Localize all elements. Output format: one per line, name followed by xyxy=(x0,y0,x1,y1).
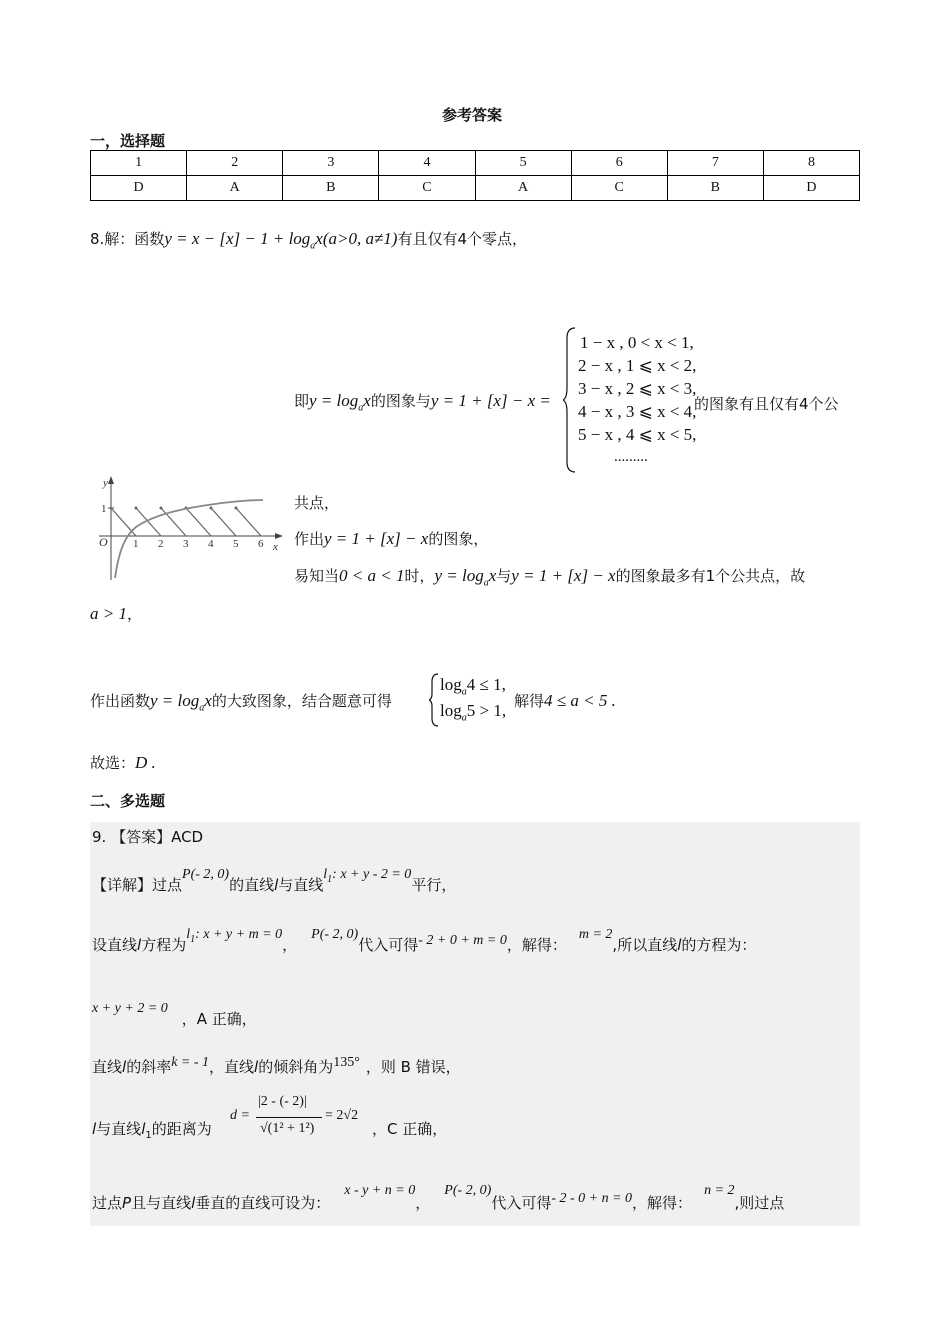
q9-l5-d: d = xyxy=(230,1108,250,1123)
q9-line4 xyxy=(92,1056,461,1077)
q9-l5-l1: l xyxy=(141,1120,146,1138)
q8-line5-math1: 0 < a < 1 xyxy=(339,566,405,585)
q8-line6-suffix: ， xyxy=(126,605,142,623)
q9-l4-k: k = - 1 xyxy=(171,1055,210,1070)
q9-l6-calc: - 2 - 0 + n = 0 xyxy=(551,1191,633,1206)
graph-tick-6: 6 xyxy=(258,538,264,550)
q8-line2-math1-b: x xyxy=(363,391,371,410)
q9-l1-line-name: l xyxy=(323,867,328,882)
q9-l2-b: 方程为 xyxy=(141,936,187,954)
q9-l5-b: 的距离为 xyxy=(151,1120,212,1138)
table-cell: D xyxy=(763,176,859,201)
graph-tick-5: 5 xyxy=(233,538,239,550)
q9-l2-c: ， xyxy=(282,936,298,954)
q8-line7-suffix: 解得 xyxy=(514,692,545,710)
system-eq-1-a: log xyxy=(440,675,462,694)
q8-line7 xyxy=(90,690,392,713)
q9-l6-b: 且与直线 xyxy=(131,1194,192,1212)
q9-l2-m: m = 2 xyxy=(578,927,613,942)
table-cell: 8 xyxy=(763,151,859,176)
q9-l6-a: 过点 xyxy=(92,1194,123,1212)
q8-line1-math: $y = x - [x] - 1 + \log_ax(a>0$, a≠1) xyxy=(164,229,398,252)
q8-line4-math: y = 1 + [x] − x xyxy=(324,529,429,548)
q9-line6 xyxy=(92,1178,785,1212)
q8-line7-mid: 的大致图象，结合题意可得 xyxy=(211,692,392,710)
table-cell: A xyxy=(187,176,283,201)
q8-line7-math: $y = \log_ax$ xyxy=(150,691,212,714)
q8-line1-suffix: 有且仅有4个零点， xyxy=(397,230,528,248)
system-brace xyxy=(429,672,439,728)
q8-conclusion xyxy=(90,752,156,773)
q9-l1-d: 平行， xyxy=(411,876,457,894)
table-header-row xyxy=(91,151,860,176)
q9-l1-point: P(- 2, 0) xyxy=(182,867,230,882)
piecewise-case-5: 5 − x , 4 ⩽ x < 5, xyxy=(578,425,697,444)
q9-l6-c: 垂直的直线可设为： xyxy=(195,1194,331,1212)
q9-l2-eq-rest: : x + y + m = 0 xyxy=(195,927,283,942)
q8-line7-math-a: y = log xyxy=(150,691,200,710)
graph-x-label: x xyxy=(273,541,278,553)
table-cell: 1 xyxy=(91,151,187,176)
section-choice-heading: 一，选择题 xyxy=(90,132,166,150)
q8-line4 xyxy=(294,528,488,549)
q9-line1 xyxy=(92,862,457,894)
q8-line1-math-b: x(a>0, a≠1) xyxy=(315,229,398,248)
q9-l6-e: 代入可得 xyxy=(491,1194,552,1212)
q8-line5-math2: $y = \log_ax$ xyxy=(434,566,497,589)
q8-conclusion-prefix: 故选： xyxy=(90,754,136,772)
piecewise-case-2: 2 − x , 1 ⩽ x < 2, xyxy=(578,356,697,375)
q8-line7-math-b: x xyxy=(204,691,212,710)
q9-l2-a: 设直线 xyxy=(92,936,138,954)
q9-l2-l: l xyxy=(137,936,142,954)
q9-l6-point: P(- 2, 0) xyxy=(444,1183,492,1198)
table-cell: D xyxy=(91,176,187,201)
q9-l6-l: l xyxy=(191,1194,196,1212)
q8-line2-math1-a: y = log xyxy=(309,391,359,410)
graph-y-one: 1 xyxy=(101,503,107,515)
table-cell: 4 xyxy=(379,151,475,176)
q9-line2 xyxy=(92,922,757,954)
table-cell: C xyxy=(379,176,475,201)
q9-l2-g: 的方程为： xyxy=(681,936,757,954)
q9-l6-d: ， xyxy=(415,1194,431,1212)
q8-line6-math: a > 1 xyxy=(90,604,127,623)
q9-l1-line xyxy=(323,867,412,885)
piecewise-case-3: 3 − x , 2 ⩽ x < 3, xyxy=(578,379,697,398)
q8-line2-mid: 的图象与 xyxy=(370,392,431,410)
q9-l4-d: 的倾斜角为 xyxy=(258,1058,334,1076)
q8-line1-math-a: y = x − [x] − 1 + log xyxy=(164,229,311,248)
q8-line5-suffix: 的图象最多有1个公共点，故 xyxy=(615,567,806,585)
q9-l1-c: 与直线 xyxy=(278,876,324,894)
q9-l6-eq: x - y + n = 0 xyxy=(344,1183,416,1198)
q9-l5-a: 与直线 xyxy=(96,1120,142,1138)
q9-l2-calc: - 2 + 0 + m = 0 xyxy=(418,933,507,948)
graph-origin-label: O xyxy=(99,535,108,549)
q9-l2-d: 代入可得 xyxy=(358,936,419,954)
q9-l5-c: ，C 正确， xyxy=(372,1120,448,1138)
q8-line6 xyxy=(90,603,142,624)
system-eq-2-b: 5 > 1, xyxy=(466,701,507,720)
system-eq-1-b: 4 ≤ 1, xyxy=(466,675,506,694)
table-cell: A xyxy=(475,176,571,201)
system-eq-2: $\log_a5 > 1$, xyxy=(440,701,507,724)
q9-l4-b: 的斜率 xyxy=(126,1058,172,1076)
q8-line2 xyxy=(294,390,551,413)
q9-l5-fraction-bar xyxy=(256,1117,322,1118)
q8-line5-mid1: 时， xyxy=(404,567,435,585)
q9-l1-a: 【详解】过点 xyxy=(92,876,183,894)
q9-l4-e: ，则 B 错误， xyxy=(365,1058,461,1076)
q8-line7-end xyxy=(514,690,616,711)
graph-tick-1: 1 xyxy=(133,538,139,550)
q8-conclusion-answer: D . xyxy=(135,753,156,772)
q8-line4-prefix: 作出 xyxy=(294,530,325,548)
table-cell: 7 xyxy=(667,151,763,176)
q9-l1-line-sub: 1 xyxy=(327,873,333,885)
piecewise-brace xyxy=(563,326,577,474)
page-title: 参考答案 xyxy=(442,106,503,124)
piecewise-case-6: ......... xyxy=(614,449,648,465)
q9-l4-l: l xyxy=(122,1058,127,1076)
q9-l6-n: n = 2 xyxy=(704,1183,735,1198)
q8-line1 xyxy=(90,228,527,251)
table-cell: C xyxy=(571,176,667,201)
q8-line2-prefix: 即 xyxy=(294,392,310,410)
table-cell: 3 xyxy=(283,151,379,176)
q8-line4-suffix: 的图象， xyxy=(428,530,489,548)
q8-line5-prefix: 易知当 xyxy=(294,567,340,585)
q8-line2-math1: $y = \log_ax$ xyxy=(309,391,371,414)
q9-l3-a: ，A 正确， xyxy=(181,1010,257,1028)
q9-l1-l: l xyxy=(274,876,279,894)
piecewise-case-1: 1 − x , 0 < x < 1, xyxy=(580,333,694,352)
q9-l6-f: ，解得： xyxy=(632,1194,693,1212)
table-cell: 6 xyxy=(571,151,667,176)
q9-l2-point: P(- 2, 0) xyxy=(311,927,359,942)
q9-l5-result: = 2√2 xyxy=(325,1108,359,1123)
q9-l2-eq-name: l xyxy=(186,927,191,942)
q9-l1-line-eq: : x + y - 2 = 0 xyxy=(332,867,412,882)
q8-line1-prefix: 8.解：函数 xyxy=(90,230,165,248)
q8-line7-result: 4 ≤ a < 5 . xyxy=(544,691,616,710)
q8-line5-math2-a: y = log xyxy=(434,566,484,585)
q9-l2-l2: l xyxy=(677,936,682,954)
q9-l2-e: ，解得： xyxy=(506,936,567,954)
section-multi-heading: 二、多选题 xyxy=(90,792,166,810)
q9-l5-l1-sub: 1 xyxy=(145,1130,152,1142)
q8-line5-math2-b: x xyxy=(488,566,497,585)
q8-line5-mid2: 与 xyxy=(496,567,512,585)
q9-line5 xyxy=(92,1118,212,1141)
q9-line3 xyxy=(92,996,257,1028)
q9-l5-denominator: √(1² + 1²) xyxy=(260,1121,315,1136)
table-cell: 5 xyxy=(475,151,571,176)
q8-line5 xyxy=(294,565,805,588)
graph-tick-4: 4 xyxy=(208,538,214,550)
q9-l2-f: ,所以直线 xyxy=(612,936,678,954)
answer-table xyxy=(90,150,860,201)
q8-line2-math2: y = 1 + [x] − x = xyxy=(430,391,551,410)
graph-tick-3: 3 xyxy=(183,538,189,550)
piecewise-case-4: 4 − x , 3 ⩽ x < 4, xyxy=(578,402,697,421)
q9-l1-b: 的直线 xyxy=(229,876,275,894)
graph-tick-2: 2 xyxy=(158,538,164,550)
graph-y-label: y xyxy=(103,477,108,489)
q9-l3-eq: x + y + 2 = 0 xyxy=(92,1001,168,1016)
q9-l6-P: P xyxy=(122,1194,132,1212)
q9-l5-l: l xyxy=(92,1120,97,1138)
q9-l5-numerator: |2 - (- 2)| xyxy=(258,1094,307,1109)
q9-l4-l2: l xyxy=(254,1058,259,1076)
q8-line5-math3: y = 1 + [x] − x xyxy=(511,566,616,585)
q8-line7-prefix: 作出函数 xyxy=(90,692,151,710)
q9-l2-eq xyxy=(186,927,283,945)
table-answer-row xyxy=(91,176,860,201)
q9-l6-g: ,则过点 xyxy=(734,1194,785,1212)
system-eq-1: $\log_a4 \le 1$, xyxy=(440,675,506,698)
q9-head: 9. 【答案】ACD xyxy=(92,828,204,846)
system-eq-2-a: log xyxy=(440,701,462,720)
q9-l4-c: ，直线 xyxy=(209,1058,255,1076)
q9-l4-a: 直线 xyxy=(92,1058,123,1076)
table-cell: B xyxy=(667,176,763,201)
q9-l4-angle: 135° xyxy=(333,1055,360,1070)
floor-function-graph xyxy=(95,470,285,585)
table-cell: B xyxy=(283,176,379,201)
table-cell: 2 xyxy=(187,151,283,176)
q8-line3: 共点， xyxy=(294,494,340,512)
q9-l2-eq-sub: 1 xyxy=(190,933,196,945)
q8-line2-suffix: 的图象有且仅有4个公 xyxy=(694,395,839,413)
